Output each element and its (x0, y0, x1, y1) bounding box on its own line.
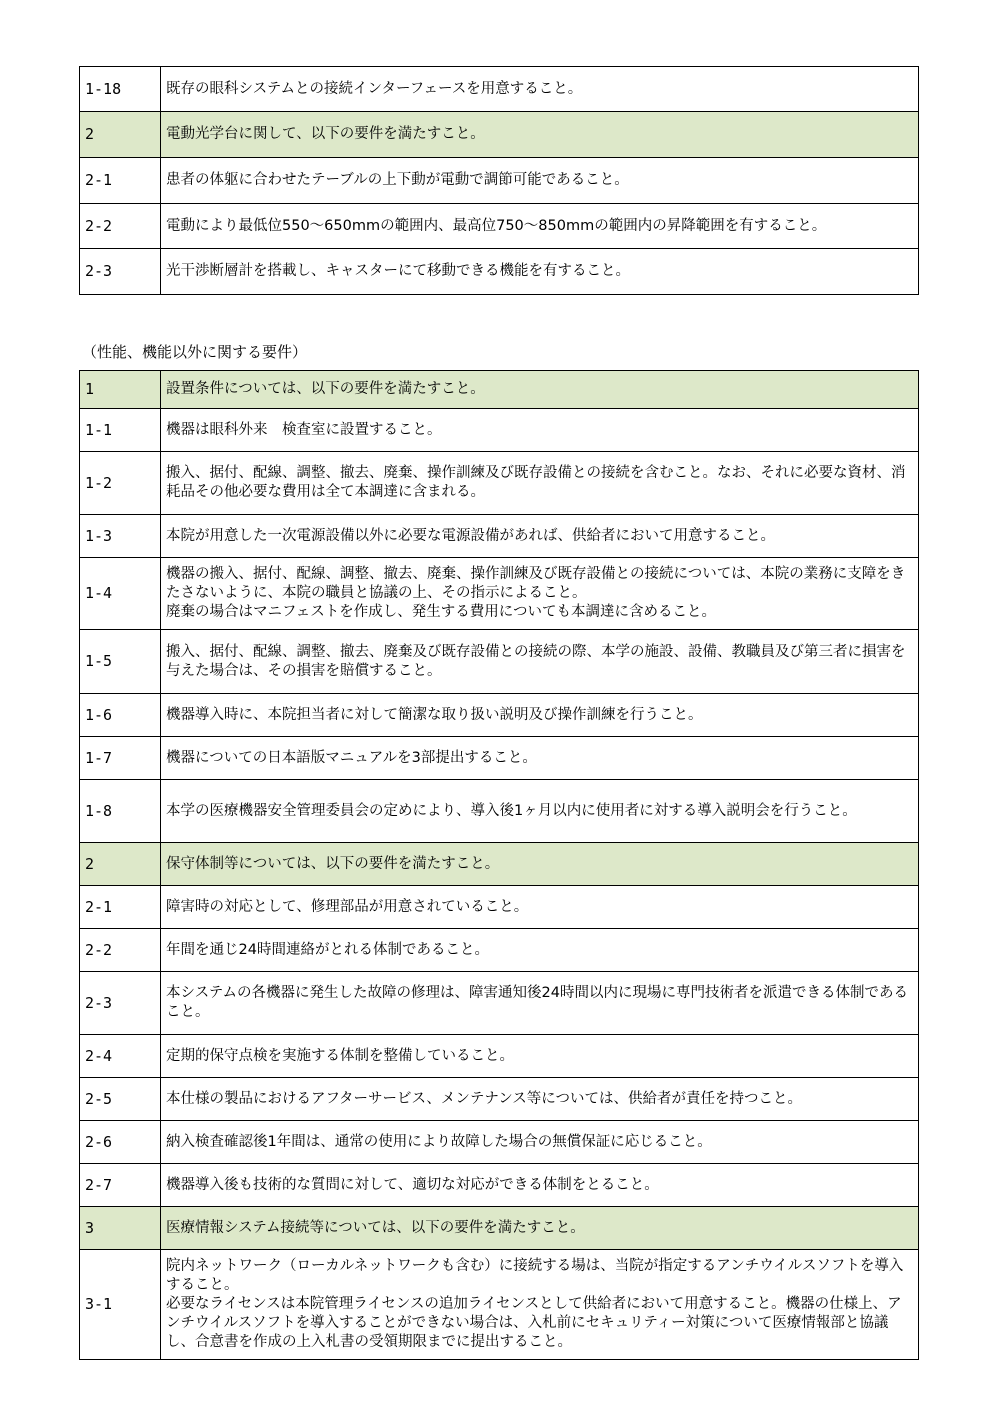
requirement-number: 1-1 (80, 409, 161, 452)
requirement-row (80, 249, 919, 295)
requirement-text: 年間を通じ24時間連絡がとれる体制であること。 (161, 929, 919, 972)
requirement-number: 1-6 (80, 694, 161, 737)
requirement-number: 1-2 (80, 452, 161, 515)
requirement-number: 1-7 (80, 737, 161, 780)
requirement-number: 1-4 (80, 558, 161, 630)
requirement-text: 設置条件については、以下の要件を満たすこと。 (161, 371, 919, 409)
requirement-number: 2-2 (80, 204, 161, 249)
section-header-row (80, 1207, 919, 1250)
section-header-row (80, 843, 919, 886)
requirement-text: 光干渉断層計を搭載し、キャスターにて移動できる機能を有すること。 (161, 249, 919, 295)
requirement-row (80, 1035, 919, 1078)
requirement-text: 機器の搬入、据付、配線、調整、撤去、廃棄、操作訓練及び既存設備との接続については、本院の業務に支障をきたさないように、本院の職員と協議の上、その指示によること。 廃棄の場合はマニフェストを作成し、発生する費用についても本調達に含めること。 (161, 558, 919, 630)
requirement-text: 機器導入後も技術的な質問に対して、適切な対応ができる体制をとること。 (161, 1164, 919, 1207)
requirement-row (80, 409, 919, 452)
requirement-text: 電動光学台に関して、以下の要件を満たすこと。 (161, 112, 919, 158)
requirement-number: 1 (80, 371, 161, 409)
requirement-row (80, 558, 919, 630)
section-header-row (80, 112, 919, 158)
requirement-row (80, 158, 919, 204)
requirement-number: 2-4 (80, 1035, 161, 1078)
requirement-row (80, 737, 919, 780)
requirement-row (80, 972, 919, 1035)
requirement-row (80, 515, 919, 558)
requirement-number: 1-3 (80, 515, 161, 558)
requirement-number: 2-7 (80, 1164, 161, 1207)
requirement-row (80, 1250, 919, 1360)
requirement-row (80, 694, 919, 737)
requirement-number: 2-5 (80, 1078, 161, 1121)
requirement-number: 1-8 (80, 780, 161, 843)
requirement-text: 本学の医療機器安全管理委員会の定めにより、導入後1ヶ月以内に使用者に対する導入説明会を行うこと。 (161, 780, 919, 843)
requirement-number: 2-1 (80, 158, 161, 204)
requirement-number: 3-1 (80, 1250, 161, 1360)
requirement-row (80, 67, 919, 112)
requirement-row (80, 452, 919, 515)
requirement-number: 2-3 (80, 249, 161, 295)
requirement-text: 機器は眼科外来 検査室に設置すること。 (161, 409, 919, 452)
requirement-text: 搬入、据付、配線、調整、撤去、廃棄、操作訓練及び既存設備との接続を含むこと。なお、それに必要な資材、消耗品その他必要な費用は全て本調達に含まれる。 (161, 452, 919, 515)
requirement-text: 搬入、据付、配線、調整、撤去、廃棄及び既存設備との接続の際、本学の施設、設備、教職員及び第三者に損害を与えた場合は、その損害を賠償すること。 (161, 630, 919, 694)
requirement-text: 本仕様の製品におけるアフターサービス、メンテナンス等については、供給者が責任を持つこと。 (161, 1078, 919, 1121)
requirement-row (80, 1078, 919, 1121)
requirement-number: 2-3 (80, 972, 161, 1035)
requirement-text: 機器についての日本語版マニュアルを3部提出すること。 (161, 737, 919, 780)
requirement-number: 3 (80, 1207, 161, 1250)
requirement-text: 本システムの各機器に発生した故障の修理は、障害通知後24時間以内に現場に専門技術者を派遣できる体制であること。 (161, 972, 919, 1035)
requirement-text: 電動により最低位550～650mmの範囲内、最高位750～850mmの範囲内の昇降範囲を有すること。 (161, 204, 919, 249)
requirement-text: 院内ネットワーク（ローカルネットワークも含む）に接続する場は、当院が指定するアンチウイルスソフトを導入すること。 必要なライセンスは本院管理ライセンスの追加ライセンスとして供給者において用意すること。機器の仕様上、アンチウイルスソフトを導入することができない場合は、入札前にセキュリティー対策について医療情報部と協議し、合意書を作成の上入札書の受領期限までに提出すること。 (161, 1250, 919, 1360)
requirement-row (80, 630, 919, 694)
requirement-number: 2-1 (80, 886, 161, 929)
section-header-row (80, 371, 919, 409)
requirement-text: 障害時の対応として、修理部品が用意されていること。 (161, 886, 919, 929)
requirement-text: 納入検査確認後1年間は、通常の使用により故障した場合の無償保証に応じること。 (161, 1121, 919, 1164)
requirement-text: 保守体制等については、以下の要件を満たすこと。 (161, 843, 919, 886)
requirement-row (80, 1164, 919, 1207)
requirement-text: 既存の眼科システムとの接続インターフェースを用意すること。 (161, 67, 919, 112)
requirement-row (80, 1121, 919, 1164)
requirement-row (80, 204, 919, 249)
section-caption: （性能、機能以外に関する要件） (82, 343, 308, 361)
requirement-number: 1-5 (80, 630, 161, 694)
requirement-text: 機器導入時に、本院担当者に対して簡潔な取り扱い説明及び操作訓練を行うこと。 (161, 694, 919, 737)
requirements-table-2 (79, 370, 919, 1360)
requirement-number: 2 (80, 112, 161, 158)
requirement-number: 2-6 (80, 1121, 161, 1164)
requirement-text: 医療情報システム接続等については、以下の要件を満たすこと。 (161, 1207, 919, 1250)
requirement-text: 患者の体躯に合わせたテーブルの上下動が電動で調節可能であること。 (161, 158, 919, 204)
requirement-number: 2 (80, 843, 161, 886)
requirement-number: 1-18 (80, 67, 161, 112)
requirement-text: 定期的保守点検を実施する体制を整備していること。 (161, 1035, 919, 1078)
requirement-text: 本院が用意した一次電源設備以外に必要な電源設備があれば、供給者において用意すること。 (161, 515, 919, 558)
requirement-number: 2-2 (80, 929, 161, 972)
requirement-row (80, 929, 919, 972)
requirement-row (80, 780, 919, 843)
requirement-row (80, 886, 919, 929)
requirements-table-1 (79, 66, 919, 295)
